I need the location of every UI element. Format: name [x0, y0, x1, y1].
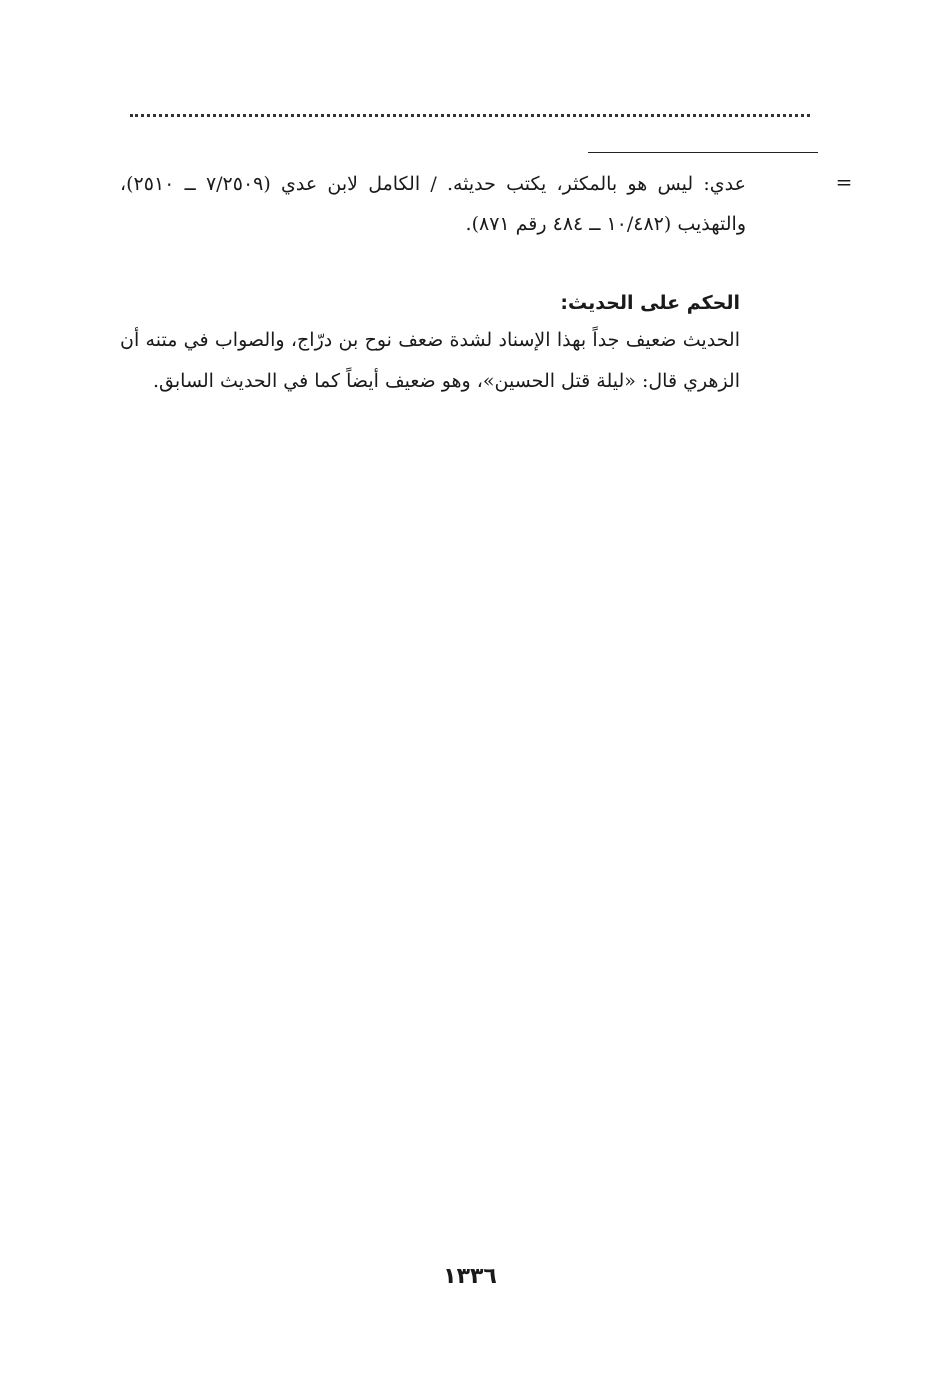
- footnote-continuation-mark: =: [835, 170, 853, 194]
- footnote-block: [120, 164, 746, 244]
- footnote-text: عدي: ليس هو بالمكثر، يكتب حديثه. / الكامل لابن عدي (٧/٢٥٠٩ ــ ٢٥١٠)، والتهذيب (١٠/٤٨٢ ــ ٤٨٤ رقم ٨٧١).: [120, 173, 746, 235]
- dotted-divider: [130, 114, 810, 121]
- footnote-separator-line: [588, 152, 818, 153]
- ruling-heading: الحكم على الحديث:: [560, 292, 740, 314]
- ruling-section: [120, 286, 740, 402]
- ruling-body: الحديث ضعيف جداً بهذا الإسناد لشدة ضعف نوح بن درّاج، والصواب في متنه أن الزهري قال: «ليلة قتل الحسين»، وهو ضعيف أيضاً كما في الحديث السابق.: [120, 329, 740, 392]
- page-number: ١٣٣٦: [443, 1264, 497, 1289]
